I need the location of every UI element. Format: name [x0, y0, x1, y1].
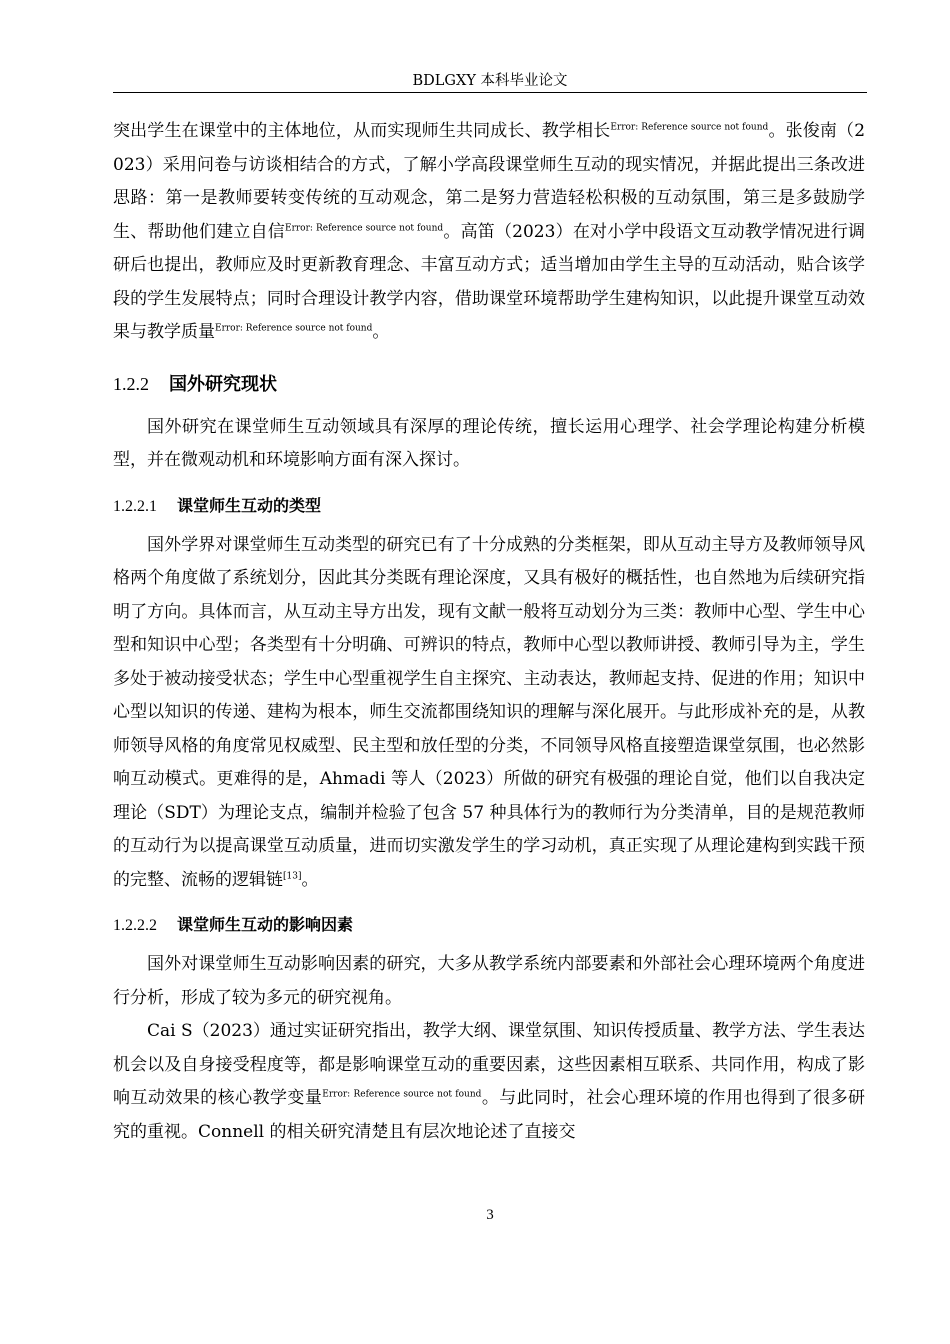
section-title: 国外研究现状	[169, 373, 277, 395]
influence-factors-intro: 国外对课堂师生互动影响因素的研究，大多从教学系统内部要素和外部社会心理环境两个角度进行分析，形成了较为多元的研究视角。	[113, 954, 865, 1008]
subsection-heading-1-2-2-2	[113, 909, 865, 942]
subsection-heading-1-2-2-1	[113, 490, 865, 523]
paragraph-text: 。高笛（2023）在对小学中段语文互动教学情况进行调研后也提出，教师应及时更新教育理念、丰富互动方式；适当增加由学生主导的互动活动，贴合该学段的学生发展特点；同时合理设计教学内容，借助课堂环境帮助学生建构知识，以此提升课堂互动效果与教学质量	[113, 221, 866, 342]
paragraph-text: 。	[301, 869, 319, 890]
influence-factors-paragraph	[113, 1015, 865, 1149]
running-header: BDLGXY 本科毕业论文	[412, 73, 568, 89]
citation-error: Error: Reference source not found	[322, 1089, 482, 1100]
subsection-number: 1.2.2.2	[113, 917, 157, 934]
paragraph-text: 。与此同时，社会心理环境的作用也得到了很多研究的重视。Connell 的相关研究清楚且有层次地论述了直接交	[113, 1088, 866, 1142]
citation-error: Error: Reference source not found	[215, 323, 373, 334]
paragraph-text: 。张俊南（2023）采用问卷与访谈相结合的方式，了解小学高段课堂师生互动的现实情况，并据此提出三条改进思路：第一是教师要转变传统的互动观念，第二是努力营造轻松积极的互动氛围，第三是多鼓励学生、帮助他们建立自信	[113, 121, 866, 242]
section-heading-1-2-2	[113, 368, 865, 401]
paragraph-text: 突出学生在课堂中的主体地位，从而实现师生共同成长、教学相长	[113, 121, 611, 141]
subsection-title: 课堂师生互动的类型	[177, 495, 322, 515]
page-number: 3	[486, 1207, 494, 1223]
section-intro-paragraph: 国外研究在课堂师生互动领域具有深厚的理论传统，擅长运用心理学、社会学理论构建分析模型，并在微观动机和环境影响方面有深入探讨。	[113, 416, 865, 470]
interaction-types-paragraph	[113, 529, 865, 898]
paragraph-text: 。	[372, 322, 390, 342]
paragraph-text: 国外学界对课堂师生互动类型的研究已有了十分成熟的分类框架，即从互动主导方及教师领导风格两个角度做了系统划分，因此其分类既有理论深度，又具有极好的概括性，也自然地为后续研究指明了方向。具体而言，从互动主导方出发，现有文献一般将互动划分为三类：教师中心型、学生中心型和知识中心型；各类型有十分明确、可辨识的特点，教师中心型以教师讲授、教师引导为主，学生多处于被动接受状态；学生中心型重视学生自主探究、主动表达，教师起支持、促进的作用；知识中心型以知识的传递、建构为根本，师生交流都围绕知识的理解与深化展开。与此形成补充的是，从教师领导风格的角度常见权威型、民主型和放任型的分类，不同领导风格直接塑造课堂氛围，也必然影响互动模式。更难得的是，Ahmadi 等人（2023）所做的研究有极强的理论自觉，他们以自我决定理论（SDT）为理论支点，编制并检验了包含 57 种具体行为的教师行为分类清单，目的是规范教师的互动行为以提高课堂互动质量，进而切实激发学生的学习动机，真正实现了从理论建构到实践干预的完整、流畅的逻辑链	[113, 534, 865, 890]
citation-error: Error: Reference source not found	[610, 122, 769, 133]
section-number: 1.2.2	[113, 373, 149, 394]
header-rule	[113, 92, 867, 93]
citation-ref: [13]	[283, 870, 302, 881]
paragraph-text: Cai S（2023）通过实证研究指出，教学大纲、课堂氛围、知识传授质量、教学方法、学生表达机会以及自身接受程度等，都是影响课堂互动的重要因素，这些因素相互联系、共同作用，构成了影响互动效果的核心教学变量	[113, 1021, 865, 1108]
paragraph-continuation	[113, 115, 865, 350]
subsection-number: 1.2.2.1	[113, 497, 157, 515]
citation-error: Error: Reference source not found	[285, 222, 444, 233]
page-body	[113, 115, 865, 1149]
subsection-title: 课堂师生互动的影响因素	[177, 915, 354, 934]
